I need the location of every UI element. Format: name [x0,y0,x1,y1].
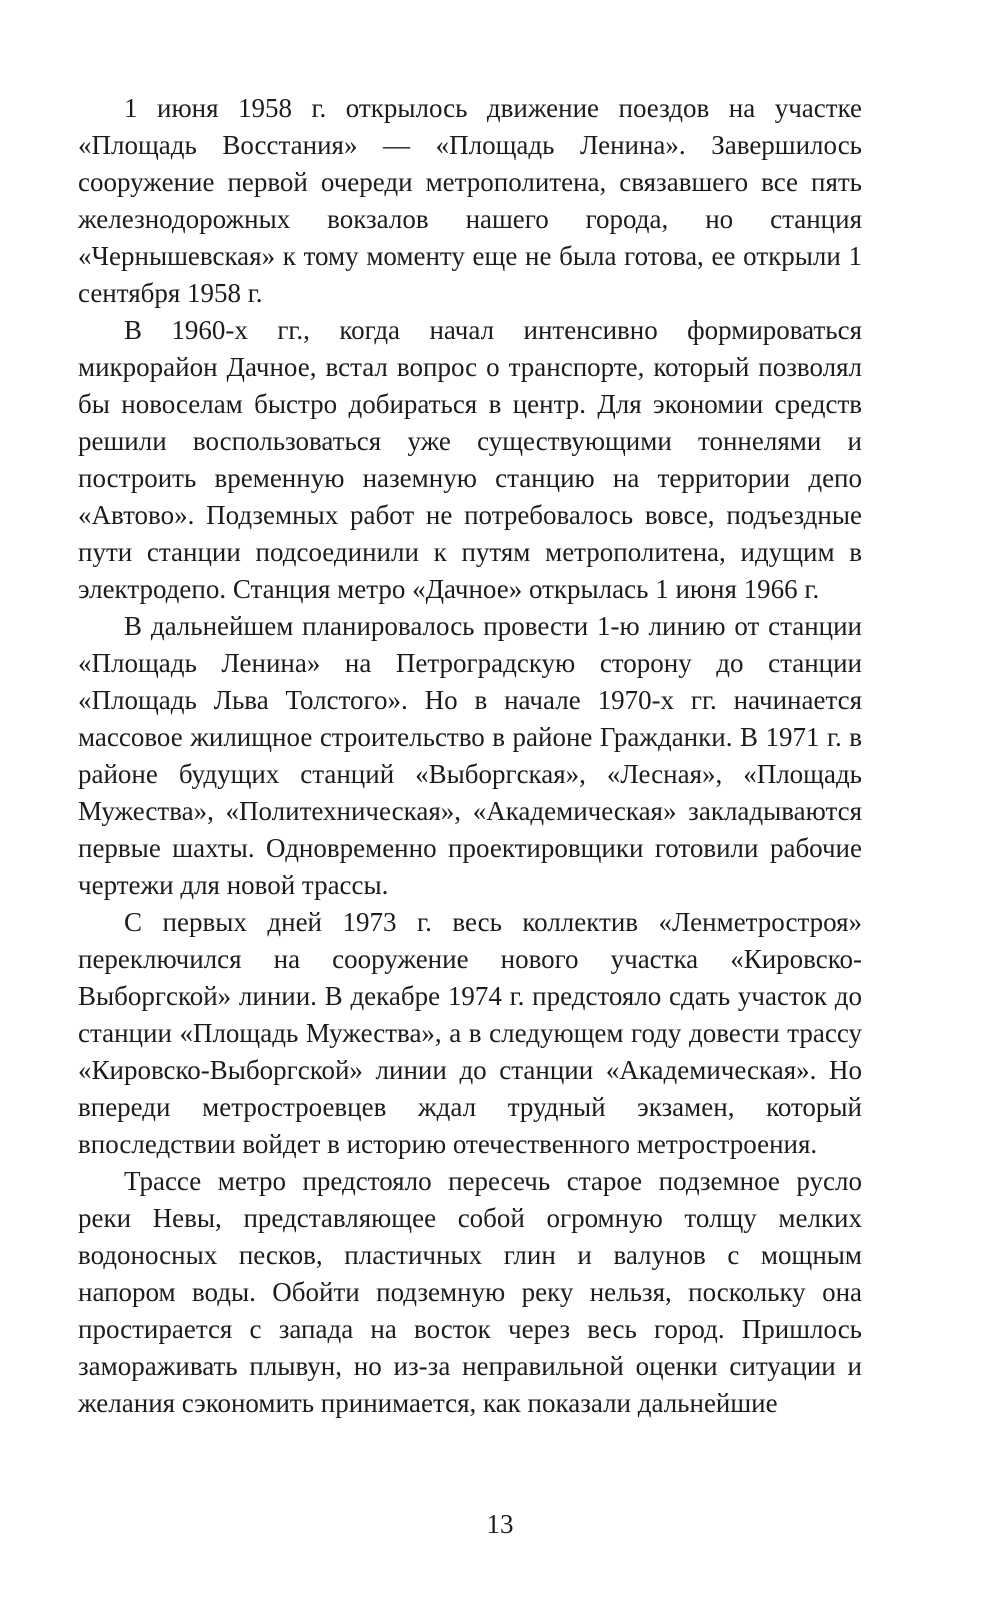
page-number: 13 [486,1509,514,1539]
paragraph-2: В 1960-х гг., когда начал интенсивно формироваться микрорайон Дачное, встал вопрос о транспорте, который позволял бы новоселам быстро добираться в центр. Для экономии средств решили воспользоваться уже существующими тоннелями и построить временную наземную станцию на территории депо «Автово». Подземных работ не потребовалось вовсе, подъездные пути станции подсоединили к путям метрополитена, идущим в электродепо. Станция метро «Дачное» открылась 1 июня 1966 г. [78,315,862,604]
paragraph-3: В дальнейшем планировалось провести 1-ю линию от станции «Площадь Ленина» на Петроградскую сторону до станции «Площадь Льва Толстого». Но в начале 1970-х гг. начинается массовое жилищное строительство в районе Гражданки. В 1971 г. в районе будущих станций «Выборгская», «Лесная», «Площадь Мужества», «Политехническая», «Академическая» закладываются первые шахты. Одновременно проектировщики готовили рабочие чертежи для новой трассы. [78,611,862,900]
page-body [78,90,862,1422]
paragraph-4: С первых дней 1973 г. весь коллектив «Ленметростроя» переключился на сооружение нового участка «Кировско-Выборгской» линии. В декабре 1974 г. предстояло сдать участок до станции «Площадь Мужества», а в следующем году довести трассу «Кировско-Выборгской» линии до станции «Академическая». Но впереди метростроевцев ждал трудный экзамен, который впоследствии войдет в историю отечественного метростроения. [78,907,862,1159]
paragraph-5: Трассе метро предстояло пересечь старое подземное русло реки Невы, представляющее собой огромную толщу мелких водоносных песков, пластичных глин и валунов с мощным напором воды. Обойти подземную реку нельзя, поскольку она простирается с запада на восток через весь город. Пришлось замораживать плывун, но из-за неправильной оценки ситуации и желания сэкономить принимается, как показали дальнейшие [78,1166,862,1418]
paragraph-1: 1 июня 1958 г. открылось движение поездов на участке «Площадь Восстания» — «Площадь Ленина». Завершилось сооружение первой очереди метрополитена, связавшего все пять железнодорожных вокзалов нашего города, но станция «Чернышевская» к тому моменту еще не была готова, ее открыли 1 сентября 1958 г. [78,93,862,308]
